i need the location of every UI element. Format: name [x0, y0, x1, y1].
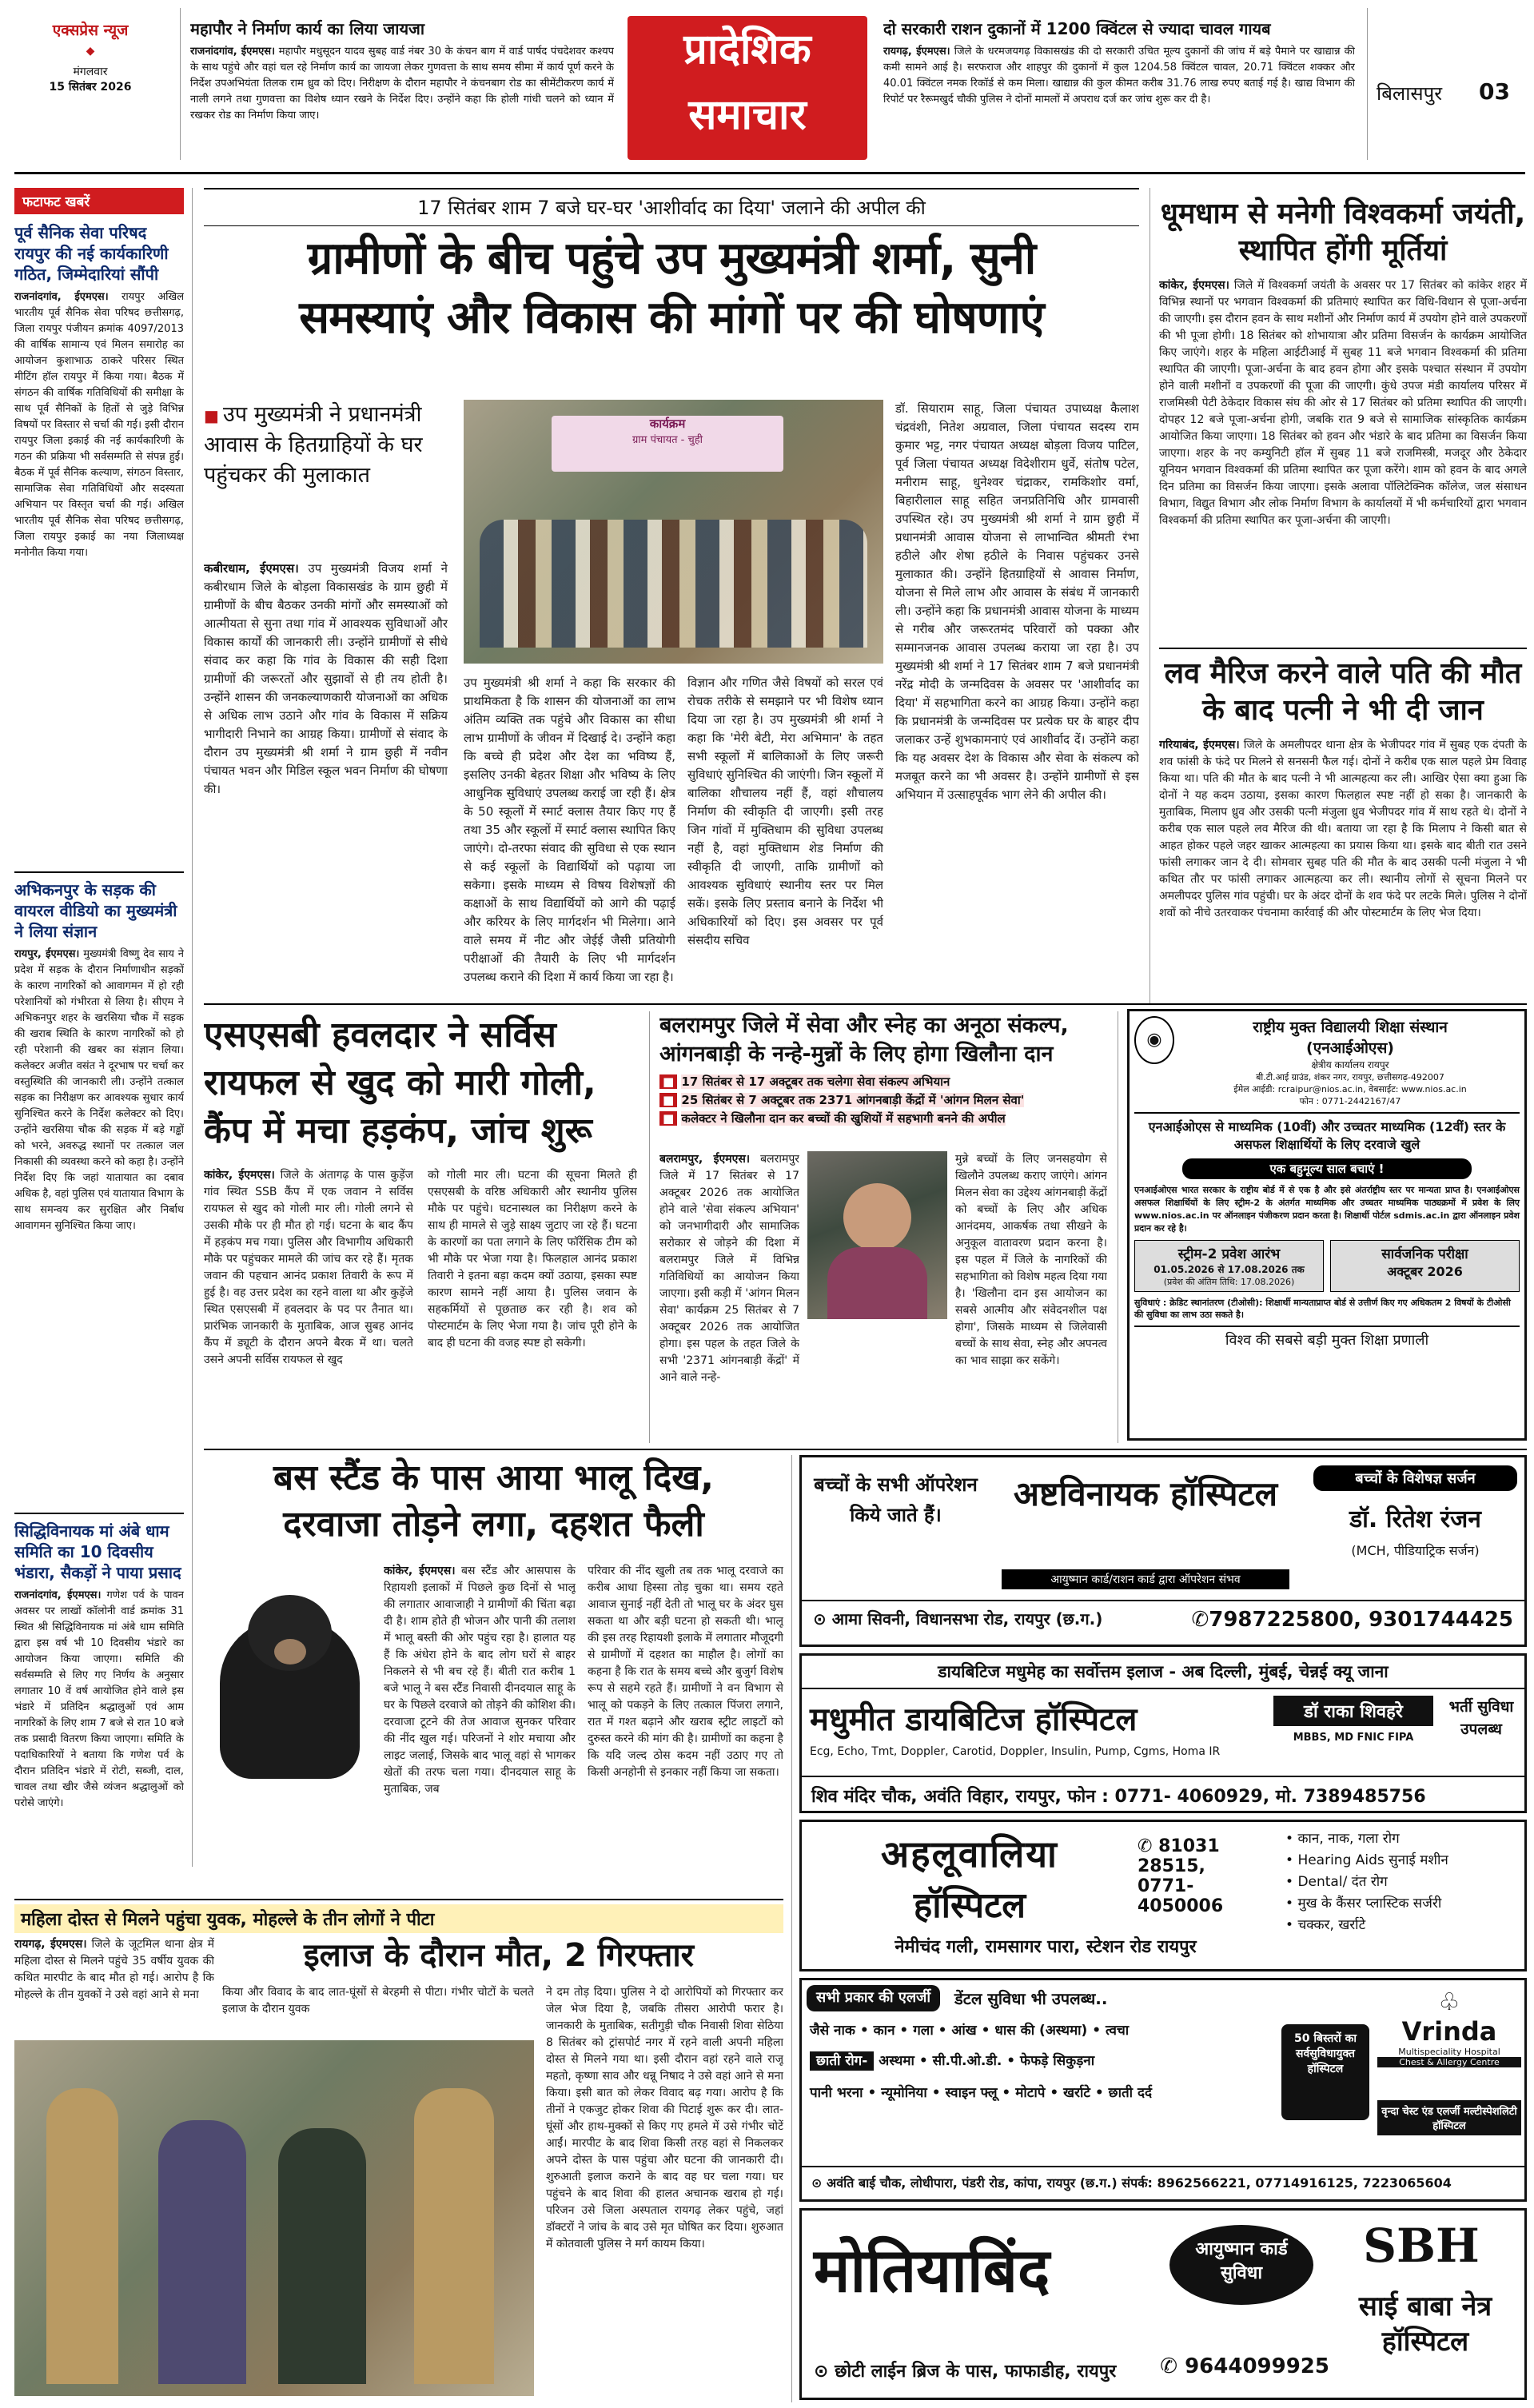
vishwakarma-headline: धूमधाम से मनेगी विश्वकर्मा जयंती, स्थापित होंगी मूर्तियां [1160, 197, 1526, 267]
page-number: 03 [1479, 78, 1510, 105]
vrinda-name: Vrinda [1401, 2016, 1497, 2047]
balrampur-bullet-2: ■ 25 सितंबर से 7 अक्टूबर तक 2371 आंगनबाड़ी केंद्रों में 'आंगन मिलन सेवा' [659, 1092, 1107, 1108]
nios-stream-dates: 01.05.2026 से 17.08.2026 तक [1153, 1264, 1305, 1275]
ahluwalia-service2: Hearing Aids सुनाई मशीन [1297, 1852, 1448, 1868]
nios-facility: सुविधाएं : क्रेडिट स्थानांतरण (टीओसी): शिक्षार्थी मान्यताप्राप्त बोर्ड से उत्तीर्ण किए गए अधिकतम 2 विषयों के टीओसी की सुविधा का लाभ उठा सकते है। [1134, 1298, 1511, 1320]
raigarh-kicker: महिला दोस्त से मिलने पहुंचा युवक, मोहल्ले के तीन लोगों ने पीटा [14, 1904, 783, 1933]
section-title-1: प्रादेशिक [683, 26, 811, 74]
vrinda-tab1: सभी प्रकार की एलर्जी [807, 1985, 940, 2011]
balrampur-bullet-3: ■ कलेक्टर ने खिलौना दान कर बच्चों की खुशियों में सहभागी बनने की अपील [659, 1110, 1107, 1126]
bear-col1 [384, 1563, 576, 1891]
lead-headline-line2: समस्याएं और विकास की मांगों पर की घोषणाएं [299, 292, 1044, 344]
vrinda-sub: Multispeciality Hospital [1398, 2047, 1500, 2057]
raigarh-story [14, 1904, 783, 2400]
brand-name: एक्सप्रेस न्यूज [52, 22, 129, 39]
madhumeet-degree: MBBS, MD FNIC FIPA [1293, 1732, 1414, 1744]
top-left-body: महापौर मधुसूदन यादव सुबह वार्ड नंबर 30 के कंचन बाग में वार्ड पार्षद पंचदेशवर कश्यप के साथ पहुंचे और वहां चल रहे निर्माण कार्य का जायजा लेकर गुणवत्ता के साथ समय सीमा में कार्य पूर्ण करने के निर्देश उपअभियंता तिलक राम ध्रुव को दिए। निरीक्षण के दौरान महापौर ने कंचनबाग रोड का सीमेंटीकरण कार्य में नाली लगने तथा गुणवत्ता का विशेष ध्यान रखने के निर्देश दिए। उन्होंने कहा कि होली गांधी चलने को ध्यान में रखकर रोड का निर्माण किया जाए। [190, 46, 614, 122]
lead-col1 [204, 560, 448, 995]
brand-block [14, 19, 166, 139]
police-officer-left [46, 2088, 118, 2384]
top-left-headline: महापौर ने निर्माण कार्य का लिया जायजा [190, 19, 425, 38]
bear-headline-2: दरवाजा तोड़ने लगा, दहशत फैली [283, 1504, 704, 1545]
lead-col2: उप मुख्यमंत्री श्री शर्मा ने कहा कि सरकार की प्राथमिकता है कि शासन की योजनाओं का लाभ अंतिम व्यक्ति तक पहुंचे और विकास का सीधा लाभ ग्रामीणों के जीवन में दिखाई दे। उन्होंने कहा कि बच्चे ही प्रदेश और देश का भविष्य हैं, इसलिए उनकी बेहतर शिक्षा और भविष्य के लिए आधुनिक सुविधाएं उपलब्ध कराई जा रही हैं। क्षेत्र के 50 स्कूलों में स्मार्ट क्लास तैयार किए गए हैं तथा 35 और स्कूलों में स्मार्ट क्लास स्थापित किए जाएंगे। दो-तरफा संवाद की सुविधा से एक स्थान से कई स्कूलों के विद्यार्थियों को पढ़ाया जा सकेगा। इसके माध्यम से विषय विशेषज्ञों की कक्षाओं के साथ विद्यार्थियों को आगे की पढ़ाई और करियर के लिए मार्गदर्शन भी मिलेगा। आने वाले समय में नीट और जेईई जैसी प्रतियोगी परीक्षाओं की तैयारी के लिए भी मार्गदर्शन उपलब्ध कराने की दिशा में कार्य किया जा रहा है। [464, 676, 675, 984]
lead-subhead [204, 400, 448, 552]
top-right-story [883, 18, 1355, 157]
raigarh-col1-text: जिले के जूटमिल थाना क्षेत्र में महिला दोस्त से मिलने पहुंचे 35 वर्षीय युवक की कथित मारपीट के बाद मौत हो गई। आरोप है कि मोहल्ले के तीन युवकों ने उसे वहां आने से मना [14, 1938, 214, 2001]
balrampur-headline-1: बलरामपुर जिले में सेवा और स्नेह का अनूठा संकल्प, [659, 1013, 1069, 1038]
love-marriage-headline: लव मैरिज करने वाले पति की मौत के बाद पत्नी ने भी दी जान [1164, 657, 1522, 727]
vishwakarma-body: जिले में विश्वकर्मा जयंती के अवसर पर 17 सितंबर को कांकेर शहर में विभिन्न स्थानों पर भगवान विश्वकर्मा की प्रतिमाएं स्थापित कर विधि-विधान से पूजा-अर्चना की जाएगी। इस दौरान हवन के साथ मशीनों और निर्माण कार्य में उपयोग होने वाले उपकरणों की भी पूजा होगी। 18 सितंबर को शोभायात्रा और प्रतिमा विसर्जन के कार्यक्रम आयोजित किए जाएंगे। शहर के महिला आईटीआई में सुबह 11 बजे भगवान विश्वकर्मा की प्रतिमा स्थापित की जाएगी। पूजा-अर्चना के बाद हवन होगा और इसके पश्चात संस्थान में उपयोग होने वाली मशीनों व उपकरणों की पूजा की जाएगी। कुंधे उपज मंडी कार्यालय परिसर में राजमिस्त्री पेटी ठेकेदार विकास संघ की ओर से 17 सितंबर को प्रतिमा स्थापित की जाएगी। दोपहर 12 बजे पूजा-अर्चना होगी, जबकि रात 9 बजे से सामाजिक सांस्कृतिक कार्यक्रम आयोजित किया जाएगा। 18 सितंबर को हवन और भंडारे के बाद प्रतिमा का विसर्जन किया जाएगा। शहर के नए कम्युनिटी हॉल में सुबह 11 बजे राजमिस्त्री, मजदूर और ठेकेदार यूनियन भगवान विश्वकर्मा की प्रतिमा स्थापित कर पूजा करेंगे। शाम को हवन के बाद अगले दिन प्रतिमा का विसर्जन किया जाएगा। इसके अलावा पॉलिटेक्निक कॉलेज, जल संसाधन विभाग, विद्युत विभाग और लोक निर्माण विभाग के कार्यालयों में भी कर्मचारियों द्वारा भगवान विश्वकर्मा की प्रतिमा स्थापित कर पूजा-अर्चना की जाएगी। [1159, 279, 1527, 527]
balrampur-headline-2: आंगनबाड़ी के नन्हे-मुन्नों के लिए होगा खिलौना दान [659, 1042, 1054, 1066]
nios-title: राष्ट्रीय मुक्त विद्यालयी शिक्षा संस्थान [1253, 1019, 1448, 1036]
raigarh-col3: ने दम तोड़ दिया। पुलिस ने दो आरोपियों को गिरफ्तार कर जेल भेज दिया है, जबकि तीसरा आरोपी फरार है। जानकारी के मुताबिक, सतीगुड़ी चौक निवासी शिवा सेठिया 8 सितंबर को ट्रांसपोर्ट नगर में रहने वाली अपनी महिला दोस्त से मिलने गया था। इसी दौरान वहां रहने वाले राजू महतो, कृष्णा साव और धन्नू निषाद ने उसे वहां आने से मना किया। इसी बात को लेकर विवाद बढ़ गया। आरोप है कि तीनों ने एकजुट होकर शिवा की पिटाई शुरू कर दी। लात-घूंसों और हाथ-मुक्कों से किए गए हमले में उसे गंभीर चोटें आईं। मारपीट के बाद शिवा किसी तरह वहां से निकलकर अपने दोस्त के पास पहुंचा और घटना की जानकारी दी। शुरुआती इलाज कराने के बाद वह घर चला गया। घर पहुंचने के बाद शिवा की हालत अचानक खराब हो गई। परिजन उसे जिला अस्पताल रायगढ़ लेकर पहुंचे, जहां डॉक्टरों ने जांच के बाद उसे मृत घोषित कर दिया। शुरुआत में कोतवाली पुलिस ने मर्ग कायम किया। [546, 1986, 783, 2251]
lead-story [204, 188, 1139, 995]
fatafat-story3-dateline: राजनांदगांव, ईएमएस। [14, 1589, 102, 1601]
ahluwalia-name1: अहलूवालिया [881, 1832, 1058, 1876]
balrampur-bullet-3-text: कलेक्टर ने खिलौना दान कर बच्चों की खुशियों में सहभागी बनने की अपील [681, 1111, 1006, 1126]
nios-chance: एक बहुमूल्य साल बचाएं ! [1182, 1158, 1472, 1179]
sai-phone-icon: ✆ [1160, 2354, 1178, 2378]
bullet-square-icon: ■ [204, 406, 219, 425]
ssb-dateline: कांकेर, ईएमएस। [204, 1169, 275, 1182]
ashtavinayak-ad [799, 1455, 1527, 1647]
lead-headline-line1: ग्रामीणों के बीच पहुंचे उप मुख्यमंत्री शर्मा, सुनी [307, 233, 1036, 285]
balrampur-col1 [659, 1151, 799, 1439]
bear-col2: परिवार की नींद खुली तब तक भालू दरवाजे का करीब आधा हिस्सा तोड़ चुका था। समय रहते आवाज सुनाई नहीं देती तो भालू घर के अंदर घुस सकता था और बड़ी घटना हो सकती थी। भालू की इस तरह रिहायशी इलाके में लगातार मौजूदगी से ग्रामीणों में दहशत का माहौल है। लोगों का कहना है कि रात के समय बच्चे और बुजुर्ग विशेष रूप से सहमे रहते हैं। ग्रामीणों ने वन विभाग से भालू को पकड़ने के लिए तत्काल पिंजरा लगाने, रात में गश्त बढ़ाने और खराब स्ट्रीट लाइटों को दुरुस्त करने की मांग की है। ग्रामीणों का कहना है कि यदि जल्द ठोस कदम नहीं उठाए गए तो किसी अनहोनी से इनकार नहीं किया जा सकता। [588, 1565, 783, 1779]
vrinda-row1: जैसे नाक • कान • गला • आंख • धास की (अस्थमा) • त्वचा [810, 2023, 1130, 2039]
accused-2 [278, 2128, 366, 2384]
location-pin-icon: ⊙ [813, 1609, 827, 1629]
fatafat-story2-dateline: रायपुर, ईएमएस। [14, 948, 80, 960]
madhumeet-services: Ecg, Echo, Tmt, Doppler, Carotid, Doppler, Insulin, Pump, Cgms, Homa IR [810, 1745, 1221, 1758]
raigarh-col2: किया और विवाद के बाद लात-घूंसों से बेरहमी से पीटा। गंभीर चोटों के चलते इलाज के दौरान युवक [222, 1986, 534, 2015]
lungs-icon: ♧ [1438, 1988, 1460, 2016]
nios-title2: (एनआईओएस) [1306, 1039, 1394, 1057]
fatafat-label: फटाफट खबरें [14, 188, 184, 214]
top-left-dateline: राजनांदगांव, ईएमएस। [190, 46, 276, 58]
section-title-box [628, 16, 867, 160]
ssb-headline-3: कैंप में मचा हड़कंप, जांच शुरू [204, 1110, 592, 1151]
sai-ayush: आयुष्मान कार्ड सुविधा [1169, 2225, 1313, 2305]
raigarh-col1 [14, 1936, 214, 2036]
ashtavinayak-doctor: डॉ. रितेश रंजन [1349, 1505, 1481, 1533]
bear-snout-shape [274, 1639, 306, 1664]
sai-name: मोतियाबिंद [814, 2235, 1050, 2306]
love-marriage-body: जिले के अमलीपदर थाना क्षेत्र के भेजीपदर गांव में सुबह एक दंपती के शव फांसी के फंदे पर मिलने से सनसनी फैल गई। दोनों ने करीब एक साल पहले प्रेम विवाह किया था। पति की मौत के बाद पत्नी ने भी आत्महत्या कर ली। आखिर ऐसा क्या हुआ कि दोनों ने यह कदम उठाया, इसका कारण फिलहाल स्पष्ट नहीं हो सका है। जानकारी के मुताबिक, मिलाप ध्रुव और उसकी पत्नी मंजुला ध्रुव भेजीपदर गांव में साथ रहते थे। दोनों ने करीब एक साल पहले लव मैरिज की थी। बताया जा रहा है कि मिलाप ने किसी बात से आहत होकर पहले जहर खाकर आत्महत्या का प्रयास किया था। इसके बाद बीती रात उसने फांसी लगाकर जान दे दी। सोमवार सुबह पति की मौत के बाद उसकी पत्नी मंजुला ने भी कथित तौर पर फांसी लगाकर आत्महत्या कर ली। स्थानीय लोगों से सूचना मिलने पर अमलीपदर पुलिस गांव पहुंची। घर के अंदर दोनों के शव फंदे पर लटके मिले। पुलिस ने दोनों शवों को नीचे उतरवाकर पंचनामा कार्रवाई की और पोस्टमार्टम के लिए भेज दिया। [1159, 739, 1527, 919]
fatafat-story2-headline: अभिकनपुर के सड़क की वायरल वीडियो का मुख्यमंत्री ने लिया संज्ञान [14, 880, 177, 941]
raigarh-dateline: रायगढ़, ईएमएस। [14, 1938, 87, 1951]
address-pin-icon: ⊙ [811, 2175, 823, 2191]
raigarh-photo [14, 2040, 534, 2396]
vrinda-beds: 50 बिस्तरों का सर्वसुविधायुक्त हॉस्पिटल [1281, 2024, 1369, 2120]
ahluwalia-phone2: 0771- 4050006 [1138, 1876, 1224, 1916]
brand-dots-icon: ◆ [86, 45, 95, 58]
fatafat-story1-dateline: राजनांदगांव, ईएमएस। [14, 291, 109, 303]
weekday: मंगलवार [73, 66, 108, 78]
sai-address: छोटी लाईन ब्रिज के पास, फाफाडीह, रायपुर [835, 2362, 1117, 2382]
ahluwalia-name2: हॉस्पिटल [913, 1885, 1026, 1926]
ahluwalia-phone1: 81031 28515, [1138, 1836, 1220, 1876]
nios-email: ईमेल आईडी: rcraipur@nios.ac.in, वेबसाईट: www.nios.ac.in [1233, 1084, 1467, 1094]
bear-story [204, 1455, 783, 1891]
madhumeet-ad [799, 1653, 1527, 1813]
lead-col4: डॉ. सियाराम साहू, जिला पंचायत उपाध्यक्ष कैलाश चंद्रवंशी, नितेश अग्रवाल, जिला पंचायत सदस्य राम कुमार भट्ट, नगर पंचायत अध्यक्ष बोड़ला विजय पाटिल, पूर्व जिला पंचायत अध्यक्ष विदेशीराम धुर्वे, संतोष पटेल, मनीराम साहू, धुनेश्वर चंद्राकर, रामकिशोर वर्मा, बिहारीलाल साहू सहित जनप्रतिनिधि और ग्रामवासी उपस्थित रहे। उप मुख्यमंत्री श्री शर्मा ने ग्राम छुही में प्रधानमंत्री आवास योजना से लाभान्वित श्रीमती रंभा हठीले और शेषा हठीले के निवास पहुंचकर उनसे मुलाकात की। उन्होंने हितग्राहियों से आवास निर्माण, योजना से मिले लाभ और आवास के संबंध में जानकारी ली। उन्होंने कहा कि प्रधानमंत्री आवास योजना के माध्यम से गरीब और जरूरतमंद परिवारों को पक्का और सम्मानजनक आवास उपलब्ध कराया जा रहा है। उप मुख्यमंत्री श्री शर्मा ने 17 सितंबर शाम 7 बजे प्रधानमंत्री नरेंद्र मोदी के जन्मदिवस के अवसर पर 'आशीर्वाद का दिया' में सहभागिता करने का आग्रह किया। उन्होंने कहा कि प्रधानमंत्री के जन्मदिवस पर प्रत्येक घर के बाहर दीप जलाकर उन्हें शुभकामनाएं एवं आशीर्वाद दें। उन्होंने कहा कि यह अवसर देश के विकास और सेवा के संकल्प को मजबूत करने का भी अवसर है। उन्होंने ग्रामीणों से इस अभियान में उत्साहपूर्वक भाग लेने की अपील की। [895, 401, 1139, 802]
ashtavinayak-address: आमा सिवनी, विधानसभा रोड, रायपुर (छ.ग.) [831, 1609, 1103, 1629]
nios-body: एनआईओएस भारत सरकार के राष्ट्रीय बोर्ड में से एक है और इसे अंतर्राष्ट्रीय स्तर पर मान्यता प्राप्त है। एनआईओएस असफल शिक्षार्थियों के लिए स्ट्रीम-2 के अंतर्गत माध्यमिक और उच्चतर माध्यमिक पाठ्यक्रमों में प्रवेश के लिए www.nios.ac.in पर ऑनलाइन पंजीकरण प्रदान करता है। शिक्षार्थी पोर्टल sdmis.ac.in द्वारा ऑनलाइन प्रवेश प्रदान कर रहे है। [1134, 1185, 1520, 1234]
nios-headline: एनआईओएस से माध्यमिक (10वीं) और उच्चतर माध्यमिक (12वीं) स्तर के असफल शिक्षार्थियों के लिए दरवाजे खुले [1148, 1119, 1506, 1152]
ssb-headline-1: एसएसबी हवलदार ने सर्विस [204, 1015, 556, 1055]
madhumeet-admit: भर्ती सुविधा उपलब्ध [1448, 1698, 1514, 1738]
ssb-headline-2: रायफल से खुद को मारी गोली, [204, 1062, 596, 1103]
ahluwalia-service3: Dental/ दंत रोग [1297, 1874, 1388, 1890]
vrinda-address: अवंति बाई चौक, लोधीपारा, पंडरी रोड, कांपा, रायपुर (छ.ग.) संपर्क: 8962566221, 07714916125, 7223065604 [826, 2175, 1452, 2191]
raigarh-headline: इलाज के दौरान मौत, 2 गिरफ्तार [303, 1937, 695, 1974]
vishwakarma-story [1159, 196, 1527, 632]
bear-col1-text: बस स्टैंड और आसपास के रिहायशी इलाकों में पिछले कुछ दिनों से भालू की लगातार आवाजाही ने ग्रामीणों की चिंता बढ़ा दी है। शाम होते ही भोजन और पानी की तलाश में भालू बस्ती की ओर पहुंच रहा है। हालात यह हैं कि अंधेरा होने के बाद लोग घरों से बाहर निकलने से भी बच रहे हैं। बीती रात करीब 1 बजे भालू ने बस स्टैंड निवासी दीनदयाल साहू के घर के पिछले दरवाजे को तोड़ने की कोशिश की। दरवाजा टूटने की तेज आवाज सुनकर परिवार की नींद खुल गई। परिजनों ने शोर मचाया और लाइट जलाई, जिसके बाद भालू वहां से भागकर खेतों की तरफ चला गया। दीनदयाल साहू के मुताबिक, जब [384, 1565, 576, 1796]
sai-hospital: साई बाबा नेत्र हॉस्पिटल [1358, 2290, 1492, 2358]
bear-dateline: कांकेर, ईएमएस। [384, 1565, 456, 1577]
balrampur-bullet-2-text: 25 सितंबर से 7 अक्टूबर तक 2371 आंगनबाड़ी केंद्रों में 'आंगन मिलन सेवा' [681, 1093, 1025, 1107]
madhumeet-doctor: डॉ राका शिवहरे [1273, 1696, 1433, 1726]
police-officer-right [414, 2088, 494, 2384]
fatafat-story1-headline: पूर्व सैनिक सेवा परिषद रायपुर की नई कार्यकारिणी गठित, जिम्मेदारियां सौंपी [14, 223, 169, 284]
vrinda-row2: अस्थमा • सी.पी.ओ.डी. • फेफड़े सिकुड़ना [879, 2053, 1095, 2069]
fatafat-story3-body: गणेश पर्व के पावन अवसर पर लाखों कॉलोनी वार्ड क्रमांक 31 स्थित श्री सिद्धिविनायक मां अंबे धाम समिति द्वारा इस वर्ष भी 10 दिवसीय भंडारे का आयोजन किया जाएगा। समिति की सर्वसम्मति से लिए गए निर्णय के अनुसार लगातार 10 वें वर्ष आयोजित होने वाले इस भंडारे में प्रतिदिन श्रद्धालुओं एवं आम नागरिकों के लिए शाम 7 बजे से रात 10 बजे तक प्रसादी वितरण किया जाएगा। समिति के पदाधिकारियों ने बताया कि गणेश पर्व के दौरान प्रतिदिन भंडारे में रोटी, सब्जी, दाल, चावल तथा खीर जैसे व्यंजन श्रद्धालुओं को परोसे जाएंगे। [14, 1589, 184, 1809]
nios-logo-icon: ◉ [1134, 1016, 1174, 1064]
balrampur-bullet-1: ■ 17 सितंबर से 17 अक्टूबर तक चलेगा सेवा संकल्प अभियान [659, 1074, 1107, 1090]
lead-photo [464, 400, 883, 664]
audience-shapes [480, 520, 867, 648]
section-title-2: समाचार [688, 91, 807, 139]
photo-banner-line2: ग्राम पंचायत - चुही [632, 434, 703, 446]
ashtavinayak-name: अष्टविनायक हॉस्पिटल [1013, 1474, 1278, 1513]
masthead [0, 0, 1534, 172]
accused-1 [158, 2120, 246, 2384]
nios-stream-late: (प्रवेश की अंतिम तिथि: 17.08.2026) [1163, 1277, 1295, 1287]
ahluwalia-service4: मुख के कैंसर प्लास्टिक सर्जरी [1297, 1896, 1442, 1912]
top-right-headline: दो सरकारी राशन दुकानों में 1200 क्विंटल से ज्यादा चावल गायब [883, 19, 1271, 38]
sai-phone: 9644099925 [1185, 2354, 1329, 2378]
top-right-dateline: रायगढ़, ईएमएस। [883, 46, 950, 58]
nios-exam-title: सार्वजनिक परीक्षा [1381, 1246, 1468, 1262]
city-label: बिलासपुर [1377, 82, 1443, 105]
nios-address: बी.टी.आई ग्राउंड, शंकर नगर, रायपुर, छत्तीसगढ़-492007 [1256, 1072, 1444, 1082]
fatafat-story3-headline: सिद्धिविनायक मां अंबे धाम समिति का 10 दिवसीय भंडारा, सैकड़ों ने पाया प्रसाद [14, 1521, 181, 1582]
collector-photo [807, 1151, 947, 1319]
madhumeet-address: शिव मंदिर चौक, अवंति विहार, रायपुर, फोन : 0771- 4060929, मो. 7389485756 [802, 1776, 1524, 1813]
balrampur-dateline: बलरामपुर, ईएमएस। [659, 1153, 751, 1166]
lead-col1-text: उप मुख्यमंत्री विजय शर्मा ने कबीरधाम जिले के बोड़ला विकासखंड के ग्राम छुही में ग्रामीणों के बीच बैठकर उनकी मांगों और समस्याओं को आत्मीयता से सुना तथा गांव में आवश्यक सुविधाओं और विकास कार्यों की जानकारी ली। उन्होंने ग्रामीणों से सीधे संवाद कर कहा कि गांव के विकास की सही दिशा ग्रामीणों की जरूरतों और सुझावों से ही तय होती है। उन्होंने शासन की जनकल्याणकारी योजनाओं का अधिक से अधिक लाभ उठाने और गांव के विकास में सक्रिय भागीदारी निभाने का आग्रह किया। ग्रामीणों से संवाद के दौरान उप मुख्यमंत्री श्री शर्मा ने ग्राम छुही में नवीन पंचायत भवन और मिडिल स्कूल भवन निर्माण की घोषणा की। [204, 561, 448, 796]
top-left-story [190, 18, 614, 157]
vrinda-hindi: वृन्दा चेस्ट एंड एलर्जी मल्टीस्पेशलिटी हॉस्पिटल [1377, 2100, 1521, 2135]
love-marriage-dateline: गरियाबंद, ईएमएस। [1159, 739, 1240, 752]
photo-banner-line1: कार्यक्रम [649, 417, 686, 431]
nios-footer: विश्व की सबसे बड़ी मुक्त शिक्षा प्रणाली [1134, 1326, 1520, 1350]
phone-icon: ✆ [1191, 1608, 1209, 1632]
lead-col3: विज्ञान और गणित जैसे विषयों को सरल एवं रोचक तरीके से समझाने पर भी विशेष ध्यान दिया जा रहा है। उप मुख्यमंत्री श्री शर्मा ने कहा कि 'मेरी बेटी, मेरा अभिमान' के तहत सभी स्कूलों में बालिकाओं के लिए जरूरी सुविधाएं सुनिश्चित की जाएंगी। जिन स्कूलों में बालिका शौचालय नहीं हैं, वहां शौचालय निर्माण की स्वीकृति दी जाएगी। इसी तरह जिन गांवों में मुक्तिधाम की सुविधा उपलब्ध नहीं है, वहां मुक्तिधाम शेड निर्माण की स्वीकृति दी जाएगी, ताकि ग्रामीणों को आवश्यक सुविधाएं स्थानीय स्तर पर मिल सकें। इसके लिए प्रस्ताव बनाने के निर्देश भी अधिकारियों को दिए। इस अवसर पर पूर्व संसदीय सचिव [687, 676, 883, 947]
ssb-col1-text: जिले के अंतागढ़ के पास कुड़ेंज गांव स्थित SSB कैंप में एक जवान ने सर्विस रायफल से खुद को गोली मार ली। गोली लगने से उसकी मौके पर ही मौत हो गई। घटना के बाद कैंप में हड़कंप मच गया। पुलिस और विभागीय अधिकारी मौके पर पहुंचकर मामले की जांच कर रहे हैं। मृतक जवान की पहचान आनंद प्रकाश तिवारी के रूप में हुई है। वह उत्तर प्रदेश का रहने वाला था और कुड़ेंजे स्थित एसएसबी में हवलदार के पद पर तैनात था। प्रारंभिक जानकारी के मुताबिक, आज सुबह आनंद कैंप में ड्यूटी के दौरान अपने बैरक में था। चलते उसने अपनी सर्विस रायफल से खुद [204, 1169, 413, 1366]
balrampur-story [659, 1011, 1107, 1439]
nios-ad [1127, 1009, 1527, 1441]
date: 15 सितंबर 2026 [49, 81, 132, 94]
ahluwalia-phone-icon: ✆ [1138, 1836, 1153, 1856]
ashtavinayak-strip: आयुष्मान कार्ड/राशन कार्ड द्वारा ऑपरेशन संभव [1002, 1569, 1289, 1589]
madhumeet-top: डायबिटिज मधुमेह का सर्वोत्तम इलाज - अब दिल्ली, मुंबई, चेन्नई क्यू जाना [802, 1656, 1524, 1689]
lead-photo-banner [552, 416, 783, 472]
ahluwalia-service1: कान, नाक, गला रोग [1297, 1831, 1400, 1847]
fatafat-story2-body: मुख्यमंत्री विष्णु देव साय ने प्रदेश में सड़क के दौरान निर्माणाधीन सड़कों के कारण नागरिकों को आवागमन में हो रही परेशानियों को गंभीरता से लिया है। सीएम ने अभिकनपुर शहर के खरसिया चौक में सड़क की खराब स्थिति के कारण नागरिकों को हो रही परेशानी की खबर का संज्ञान लिया। कलेक्टर अजीत वसंत ने दूरभाष पर चर्चा कर वस्तुस्थिति की जानकारी ली। उन्होंने तत्काल सड़क का निरीक्षण कर आवश्यक सुधार कार्य सुनिश्चित करने के निर्देश कलेक्टर को दिए। उन्होंने खरसिया चौक की सड़क में बड़े गड्ढों को भरने, अवरुद्ध स्थानों पर तत्काल जल निकासी की व्यवस्था करने को कहा है। उन्होंने निर्देश दिए कि जहां यातायात का दबाव अधिक है, वहां पुलिस एवं यातायात विभाग के साथ समन्वय कर सुरक्षित और निर्बाध आवागमन सुनिश्चित किया जाए। [14, 948, 184, 1232]
nios-stream-title: स्ट्रीम-2 प्रवेश आरंभ [1177, 1246, 1281, 1262]
lead-subhead-text: उप मुख्यमंत्री ने प्रधानमंत्री आवास के हितग्राहियों के घर पहुंचकर की मुलाकात [204, 402, 423, 488]
sai-logo: SBH [1363, 2219, 1480, 2273]
vrinda-sub2: Chest & Allergy Centre [1377, 2057, 1521, 2067]
ahluwalia-service5: चक्कर, खर्राटे [1297, 1917, 1366, 1933]
vrinda-ad [799, 1978, 1527, 2202]
bear-headline-1: बस स्टैंड के पास आया भालू दिख, [273, 1457, 715, 1498]
ashtavinayak-degree: (MCH, पीडियाट्रिक सर्जन) [1351, 1543, 1480, 1558]
bear-photo [204, 1563, 376, 1827]
vrinda-tab2: डेंटल सुविधा भी उपलब्ध.. [954, 1989, 1108, 2008]
photo-body-shape [827, 1247, 927, 1319]
balrampur-col2: मुन्ने बच्चों के लिए जनसहयोग से खिलौने उपलब्ध कराए जाएंगे। आंगन मिलन सेवा का उद्देश्य आंगनबाड़ी केंद्रों को बच्चों के लिए और अधिक आनंदमय, आकर्षक तथा सीखने के अनुकूल वातावरण प्रदान करना है। इस पहल में जिले के नागरिकों की सहभागिता को विशेष महत्व दिया गया है। 'खिलौना दान इस आयोजन का सबसे आत्मीय और संवेदनशील पक्ष होगा', जिसके माध्यम से जिलेवासी बच्चों के साथ सेवा, स्नेह और अपनत्व का भाव साझा कर सकेंगे। [955, 1153, 1107, 1367]
sai-pin-icon: ⊙ [814, 2362, 829, 2382]
ssb-col1 [204, 1167, 413, 1439]
vrinda-row2-label: छाती रोग- [810, 2051, 874, 2071]
love-marriage-story [1159, 656, 1527, 995]
ahluwalia-address: नेमीचंद गली, रामसागर पारा, स्टेशन रोड रायपुर [895, 1937, 1197, 1957]
sai-baba-ad [799, 2208, 1527, 2400]
nios-phone: फोन : 0771-2442167/47 [1299, 1096, 1401, 1106]
top-right-body: जिले के धरमजयगढ़ विकासखंड की दो सरकारी उचित मूल्य दुकानों की जांच में बड़े पैमाने पर खाद्यान्न की कमी सामने आई है। सरफराज और शाहपुर की दुकानों में कुल 1204.58 क्विंटल चावल, 20.71 क्विंटल शक्कर और 40.01 क्विंटल नमक रिकॉर्ड से कम मिला। खाद्यान्न की कुल कीमत करीब 31.76 लाख रुपए बताई गई है। खाद्य विभाग की रिपोर्ट पर रैरूमखुर्द चौकी पुलिस ने दोनों मामलों में अपराध दर्ज कर जांच शुरू कर दी है। [883, 46, 1355, 106]
ahluwalia-ad: अहलूवालिया हॉस्पिटल ✆ 81031 28515, 0771- 4050006 • कान, नाक, गला रोग • Hearing Aids सुनाई मशीन • Dental/ दंत रोग • मुख के कैंसर प्लास्टिक सर्जरी • चक्कर, खर्राटे नेमीचंद गली, रामसागर पारा, स्टेशन रोड रायपुर [799, 1820, 1527, 1971]
madhumeet-name: मधुमीत डायबिटिज हॉस्पिटल [810, 1701, 1138, 1738]
fatafat-column [14, 188, 184, 1871]
vishwakarma-dateline: कांकेर, ईएमएस। [1159, 279, 1229, 292]
fatafat-story1-body: रायपुर अखिल भारतीय पूर्व सैनिक सेवा परिषद छत्तीसगढ़, जिला रायपुर पंजीयन क्रमांक 4097/2013 की वार्षिक सामान्य एवं मिलन समारोह का आयोजन कुशाभाऊ ठाकरे परिसर स्थित मीटिंग हॉल रायपुर में किया गया। बैठक में संगठन की वार्षिक गतिविधियों की समीक्षा के साथ पूर्व सैनिकों के हितों से जुड़े विभिन्न विषयों पर विस्तार से चर्चा की गई। इसी दौरान रायपुर जिला इकाई की नई कार्यकारिणी के गठन की प्रक्रिया भी सर्वसम्मति से संपन्न हुई। बैठक में पूर्व सैनिक कल्याण, संगठन विस्तार, सामाजिक सेवा गतिविधियों और सदस्यता अभियान पर विस्तृत चर्चा की गई। अखिल भारतीय पूर्व सैनिक सेवा परिषद छत्तीसगढ़, जिला रायपुर इकाई का नया जिलाध्यक्ष मनोनीत किया गया। [14, 291, 184, 559]
ashtavinayak-tag: बच्चों के विशेषज्ञ सर्जन [1313, 1465, 1517, 1491]
balrampur-bullet-1-text: 17 सितंबर से 17 अक्टूबर तक चलेगा सेवा संकल्प अभियान [681, 1074, 950, 1089]
nios-exam-date: अक्टूबर 2026 [1387, 1264, 1463, 1279]
balrampur-col1-text: बलरामपुर जिले में 17 सितंबर से 17 अक्टूबर 2026 तक आयोजित होने वाले 'सेवा संकल्प अभियान' को जनभागीदारी और सामाजिक सरोकार से जोड़ने की दिशा में बलरामपुर जिले में विभिन्न गतिविधियों का आयोजन किया जाएगा। इसी कड़ी में 'आंगन मिलन सेवा' कार्यक्रम 25 सितंबर से 7 अक्टूबर 2026 तक आयोजित होगा। इस पहल के तहत जिले के सभी '2371 आंगनबाड़ी केंद्रों' में आने वाले नन्हे- [659, 1153, 799, 1384]
ssb-col2: को गोली मार ली। घटना की सूचना मिलते ही एसएसबी के वरिष्ठ अधिकारी और स्थानीय पुलिस मौके पर पहुंचे। घटनास्थल का निरीक्षण करने के साथ ही मामले से जुड़े साक्ष्य जुटाए जा रहे हैं। घटना के कारणों का पता लगाने के लिए फॉरेंसिक टीम को भी मौके पर भेजा गया है। फिलहाल आनंद प्रकाश तिवारी ने इतना बड़ा कदम क्यों उठाया, इसका स्पष्ट कारण सामने नहीं आया है। पुलिस जवान के सहकर्मियों से पूछताछ कर रही है। शव को पोस्टमार्टम के लिए भेजा गया है। जांच पूरी होने के बाद ही घटना की वजह स्पष्ट हो सकेगी। [428, 1169, 637, 1350]
ashtavinayak-left-text: बच्चों के सभी ऑपरेशन किये जाते हैं। [814, 1473, 978, 1526]
vrinda-row3: पानी भरना • न्यूमोनिया • स्वाइन फ्लू • मोटापे • खर्राटे • छाती दर्द [810, 2085, 1153, 2101]
lead-kicker: 17 सितंबर शाम 7 बजे घर-घर 'आशीर्वाद का दिया' जलाने की अपील की [204, 188, 1139, 226]
photo-person-shape [843, 1183, 911, 1251]
ssb-story [204, 1011, 639, 1439]
ashtavinayak-phone: 7987225800, 9301744425 [1209, 1608, 1513, 1632]
lead-dateline: कबीरधाम, ईएमएस। [204, 561, 299, 576]
nios-office: क्षेत्रीय कार्यालय रायपुर [1311, 1059, 1389, 1070]
